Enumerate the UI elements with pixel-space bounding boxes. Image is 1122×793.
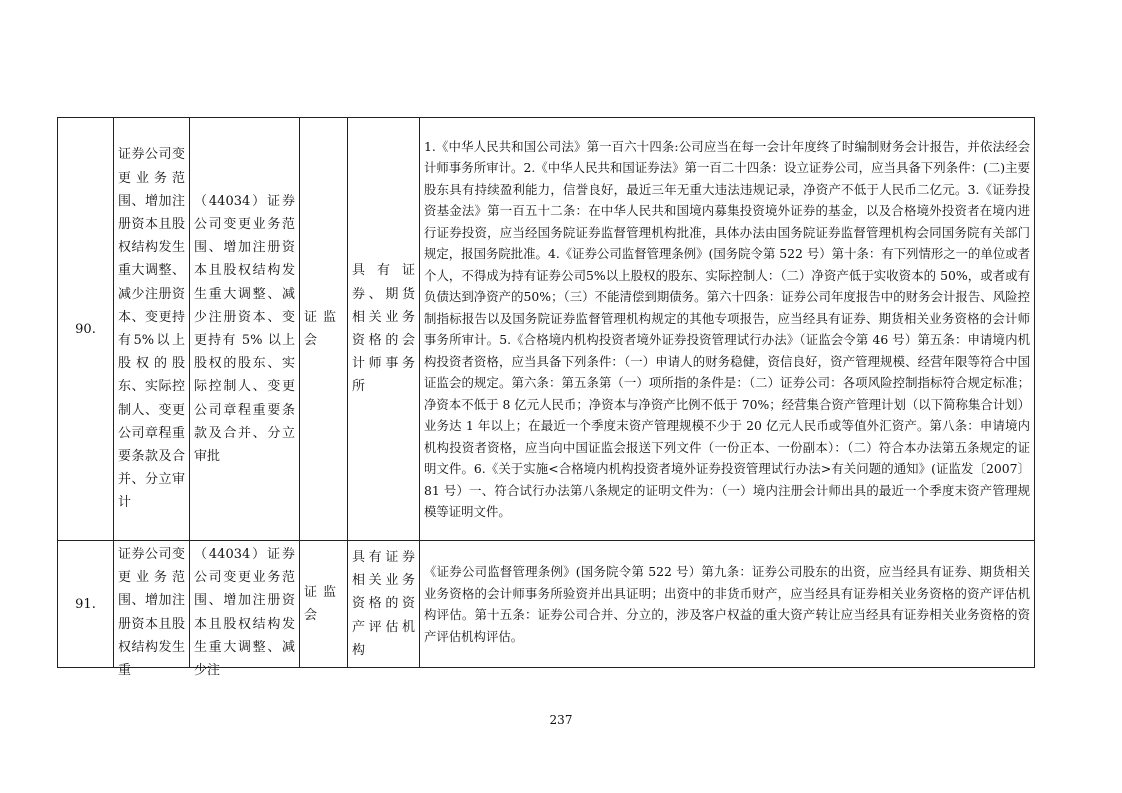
approval-item-cell (190, 541, 300, 679)
approval-item-text: （44034）证券公司变更业务范围、增加注册资本且股权结构发生重大调整、减少注 (194, 547, 295, 679)
approval-item-cell: （44034）证券公司变更业务范围、增加注册资本且股权结构发生重大调整、减少注册资本、变更持有 5% 以上股权的股东、实际控制人、变更公司章程重要条款及合并、分立审批 (190, 118, 300, 541)
row-number: 91. (58, 541, 114, 668)
item-name-cell (114, 541, 190, 679)
row-number: 90. (58, 118, 114, 541)
item-name-text: 证券公司变更业务范围、增加注册资本且股权结构发生重 (118, 547, 185, 679)
page-number: 237 (549, 713, 573, 727)
table-row (58, 541, 1035, 668)
item-name-cell: 证券公司变更业务范围、增加注册资本且股权结构发生重大调整、减少注册资本、变更持有5%以上股权的股东、实际控制人、变更公司章程重要条款及合并、分立审计 (114, 118, 190, 541)
legal-basis-cell: 《证券公司监督管理条例》(国务院令第 522 号）第九条：证券公司股东的出资，应当经具有证券、期货相关业务资格的会计师事务所验资并出具证明；出资中的非货币财产，应当经具有证券相关业务资格的资产评估机构评估。第十五条：证券公司合并、分立的，涉及客户权益的重大资产转让应当经具有证券相关业务资格的资产评估机构评估。 (420, 541, 1035, 668)
department-cell: 证监会 (300, 541, 348, 668)
document-table (57, 117, 1035, 679)
intermediary-cell: 具有证券、期货相关业务资格的会计师事务所 (348, 118, 420, 541)
intermediary-cell: 具有证券相关业务资格的资产评估机构 (348, 541, 420, 668)
table-row (58, 118, 1035, 541)
legal-basis-cell: 1.《中华人民共和国公司法》第一百六十四条:公司应当在每一会计年度终了时编制财务会计报告，并依法经会计师事务所审计。2.《中华人民共和国证券法》第一百二十四条：设立证券公司，应当具备下列条件：(二)主要股东具有持续盈利能力，信誉良好，最近三年无重大违法违规记录，净资产不低于人民币二亿元。3.《证券投资基金法》第一百五十二条：在中华人民共和国境内募集投资境外证券的基金，以及合格境外投资者在境内进行证券投资，应当经国务院证券监督管理机构批准，具体办法由国务院证券监督管理机构会同国务院有关部门规定，报国务院批准。4.《证券公司监督管理条例》(国务院令第 522 号）第十条：有下列情形之一的单位或者个人，不得成为持有证券公司5%以上股权的股东、实际控制人：（二）净资产低于实收资本的 50%，或者或有负债达到净资产的50%；（三）不能清偿到期债务。第六十四条：证券公司年度报告中的财务会计报告、风险控制指标报告以及国务院证券监督管理机构规定的其他专项报告，应当经具有证券、期货相关业务资格的会计师事务所审计。5.《合格境内机构投资者境外证券投资管理试行办法》（证监会令第 46 号）第五条：申请境内机构投资者资格，应当具备下列条件：（一）申请人的财务稳健，资信良好，资产管理规模、经营年限等符合中国证监会的规定。第六条：第五条第（一）项所指的条件是：（二）证券公司：各项风险控制指标符合规定标准；净资本不低于 8 亿元人民币；净资本与净资产比例不低于 70%；经营集合资产管理计划（以下简称集合计划）业务达 1 年以上；在最近一个季度末资产管理规模不少于 20 亿元人民币或等值外汇资产。第八条：申请境内机构投资者资格，应当向中国证监会报送下列文件（一份正本、一份副本）：（二）符合本办法第五条规定的证明文件。6.《关于实施<合格境内机构投资者境外证券投资管理试行办法>有关问题的通知》(证监发〔2007〕81 号）一、符合试行办法第八条规定的证明文件为：（一）境内注册会计师出具的最近一个季度末资产管理规模等证明文件。 (420, 118, 1035, 541)
department-cell: 证监会 (300, 118, 348, 541)
